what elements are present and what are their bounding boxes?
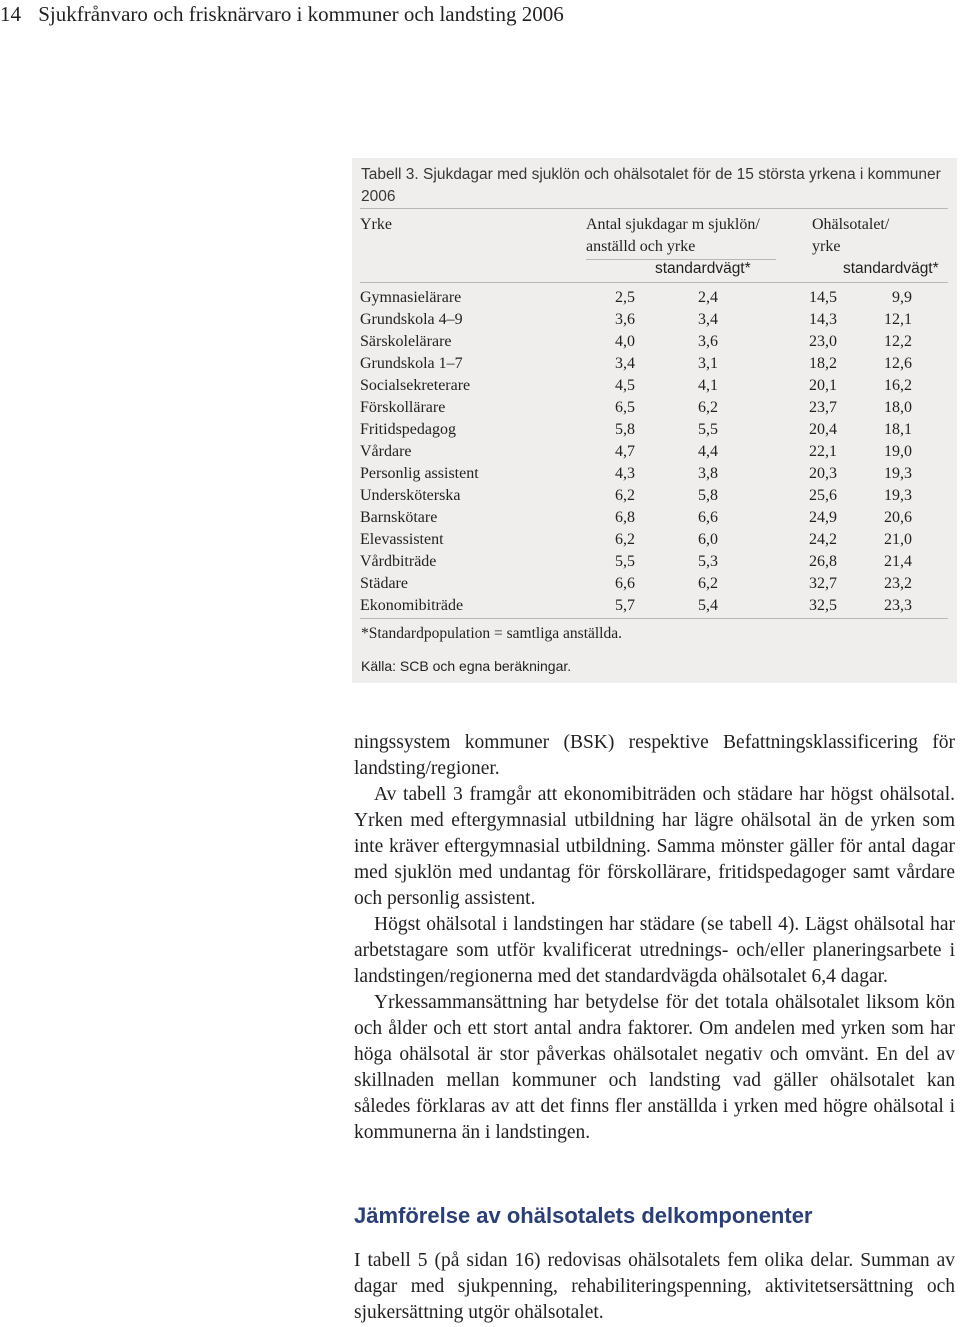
page-header [0,2,564,27]
cell-sjukdagar: 4,0 [615,333,635,350]
paragraph-5: I tabell 5 (på sidan 16) redovisas ohälsotalets fem olika delar. Summan av dagar med sjukpenning, rehabiliteringspenning, aktivitetsersättning och sjukersättning utgör ohälsotalet. [354,1250,955,1323]
cell-ohalsotal-standardvagt: 16,2 [884,377,912,394]
cell-ohalsotal-standardvagt: 9,9 [892,289,912,306]
cell-sjukdagar: 6,2 [615,487,635,504]
table-footnote: *Standardpopulation = samtliga anställda. [361,625,622,642]
cell-ohalsotal: 20,4 [809,421,837,438]
paragraph-2: Av tabell 3 framgår att ekonomibiträden och städare har högst ohälsotal. Yrken med eftergymnasial utbildning har lägre ohälsotal än de yrken som inte kräver eftergymnasial utbildning. Samma mönster gäller för antal dagar med sjuklön med undantag för förskollärare, fritidspedagoger samt vårdare och personlig assistent. [354,784,955,909]
cell-ohalsotal-standardvagt: 19,3 [884,487,912,504]
cell-ohalsotal: 14,5 [809,289,837,306]
cell-ohalsotal: 32,5 [809,597,837,614]
cell-ohalsotal: 26,8 [809,553,837,570]
cell-sjukdagar: 4,3 [615,465,635,482]
row-name: Vårdbiträde [360,553,437,570]
col-header-yrke: Yrke [360,216,392,233]
cell-sjukdagar: 5,8 [615,421,635,438]
row-name: Grundskola 1–7 [360,355,463,372]
cell-sjukdagar-standardvagt: 5,4 [698,597,718,614]
cell-ohalsotal-standardvagt: 18,0 [884,399,912,416]
row-name: Vårdare [360,443,412,460]
cell-sjukdagar: 3,6 [615,311,635,328]
cell-sjukdagar-standardvagt: 5,5 [698,421,718,438]
row-name: Förskollärare [360,399,446,416]
cell-sjukdagar-standardvagt: 4,1 [698,377,718,394]
row-name: Elevassistent [360,531,444,548]
cell-sjukdagar-standardvagt: 3,8 [698,465,718,482]
row-name: Gymnasielärare [360,289,462,306]
cell-sjukdagar: 6,2 [615,531,635,548]
cell-sjukdagar: 4,7 [615,443,635,460]
cell-ohalsotal: 23,7 [809,399,837,416]
cell-sjukdagar: 5,7 [615,597,635,614]
cell-sjukdagar-standardvagt: 4,4 [698,443,718,460]
cell-sjukdagar-standardvagt: 3,4 [698,311,718,328]
cell-sjukdagar: 6,5 [615,399,635,416]
cell-sjukdagar-standardvagt: 6,2 [698,399,718,416]
row-name: Grundskola 4–9 [360,311,463,328]
table-row [360,529,920,551]
table-row [360,419,920,441]
cell-sjukdagar-standardvagt: 6,0 [698,531,718,548]
cell-sjukdagar-standardvagt: 2,4 [698,289,718,306]
cell-ohalsotal-standardvagt: 19,0 [884,443,912,460]
cell-ohalsotal: 24,9 [809,509,837,526]
cell-sjukdagar-standardvagt: 5,8 [698,487,718,504]
page-number: 14 [0,2,21,26]
cell-ohalsotal-standardvagt: 21,4 [884,553,912,570]
table-row [360,463,920,485]
cell-ohalsotal-standardvagt: 20,6 [884,509,912,526]
cell-sjukdagar: 3,4 [615,355,635,372]
table-row [360,573,920,595]
row-name: Särskolelärare [360,333,452,350]
cell-ohalsotal-standardvagt: 21,0 [884,531,912,548]
cell-ohalsotal-standardvagt: 12,2 [884,333,912,350]
cell-ohalsotal-standardvagt: 12,1 [884,311,912,328]
row-name: Socialsekreterare [360,377,471,394]
cell-ohalsotal-standardvagt: 12,6 [884,355,912,372]
cell-sjukdagar-standardvagt: 5,3 [698,553,718,570]
col-header-sjukdagar-sub: standardvägt* [655,260,751,277]
cell-ohalsotal-standardvagt: 18,1 [884,421,912,438]
cell-sjukdagar-standardvagt: 6,2 [698,575,718,592]
table-row [360,375,920,397]
paragraph-1: ningssystem kommuner (BSK) respektive Befattningsklassificering för landsting/regioner. [354,732,955,779]
cell-ohalsotal: 18,2 [809,355,837,372]
body-text-2 [354,1248,955,1326]
cell-sjukdagar: 6,8 [615,509,635,526]
col-header-ohalsotal-sub: standardvägt* [843,260,939,277]
paragraph-3: Högst ohälsotal i landstingen har städare (se tabell 4). Lägst ohälsotal har arbetstagare som utför kvalificerat utrednings- och/eller planeringsarbete i landstingen/regionerna med det standardvägda ohälsotalet 6,4 dagar. [354,914,955,987]
col-header-sjukdagar-line1: Antal sjukdagar m sjuklön/ [586,216,760,233]
col-header-ohalsotal-line2: yrke [812,238,841,255]
row-name: Ekonomibiträde [360,597,464,614]
col-header-sjukdagar-line2: anställd och yrke [586,238,696,255]
row-name: Fritidspedagog [360,421,456,438]
table-row [360,441,920,463]
table-caption: Tabell 3. Sjukdagar med sjuklön och ohälsotalet för de 15 största yrkena i kommuner 2006 [361,166,941,205]
cell-ohalsotal: 14,3 [809,311,837,328]
bottom-rule [360,618,948,619]
cell-ohalsotal: 24,2 [809,531,837,548]
cell-sjukdagar-standardvagt: 6,6 [698,509,718,526]
table-row [360,507,920,529]
cell-sjukdagar: 6,6 [615,575,635,592]
cell-ohalsotal: 25,6 [809,487,837,504]
header-rule [360,282,948,283]
table-row [360,331,920,353]
cell-sjukdagar-standardvagt: 3,1 [698,355,718,372]
cell-ohalsotal: 20,1 [809,377,837,394]
table-row [360,287,920,309]
row-name: Personlig assistent [360,465,479,482]
cell-ohalsotal-standardvagt: 23,2 [884,575,912,592]
table-row [360,551,920,573]
section-heading: Jämförelse av ohälsotalets delkomponenter [354,1203,813,1228]
table-row [360,397,920,419]
table-row [360,485,920,507]
table-source: Källa: SCB och egna beräkningar. [361,658,572,674]
cell-ohalsotal: 32,7 [809,575,837,592]
caption-rule [360,208,948,209]
body-text [354,730,955,1146]
row-name: Undersköterska [360,487,461,504]
cell-ohalsotal: 22,1 [809,443,837,460]
cell-ohalsotal: 20,3 [809,465,837,482]
row-name: Barnskötare [360,509,438,526]
table-box [352,158,957,683]
cell-sjukdagar: 4,5 [615,377,635,394]
cell-ohalsotal-standardvagt: 19,3 [884,465,912,482]
cell-sjukdagar: 2,5 [615,289,635,306]
col-header-ohalsotal-line1: Ohälsotalet/ [812,216,890,233]
table-row [360,309,920,331]
cell-sjukdagar-standardvagt: 3,6 [698,333,718,350]
cell-ohalsotal: 23,0 [809,333,837,350]
cell-sjukdagar: 5,5 [615,553,635,570]
cell-ohalsotal-standardvagt: 23,3 [884,597,912,614]
table-row [360,353,920,375]
table-row [360,595,920,617]
running-title: Sjukfrånvaro och frisknärvaro i kommuner och landsting 2006 [38,2,564,26]
row-name: Städare [360,575,408,592]
paragraph-4: Yrkessammansättning har betydelse för det totala ohälsotalet liksom kön och ålder och ett stort antal andra faktorer. Om andelen med yrken som har höga ohälsotal är stor påverkas ohälsotalet negativ och omvänt. En del av skillnaden mellan kommuner och landsting vad gäller ohälsotalet kan således förklaras av att det finns fler anställda i yrken med högre ohälsotal i kommunerna än i landstingen. [354,992,955,1143]
